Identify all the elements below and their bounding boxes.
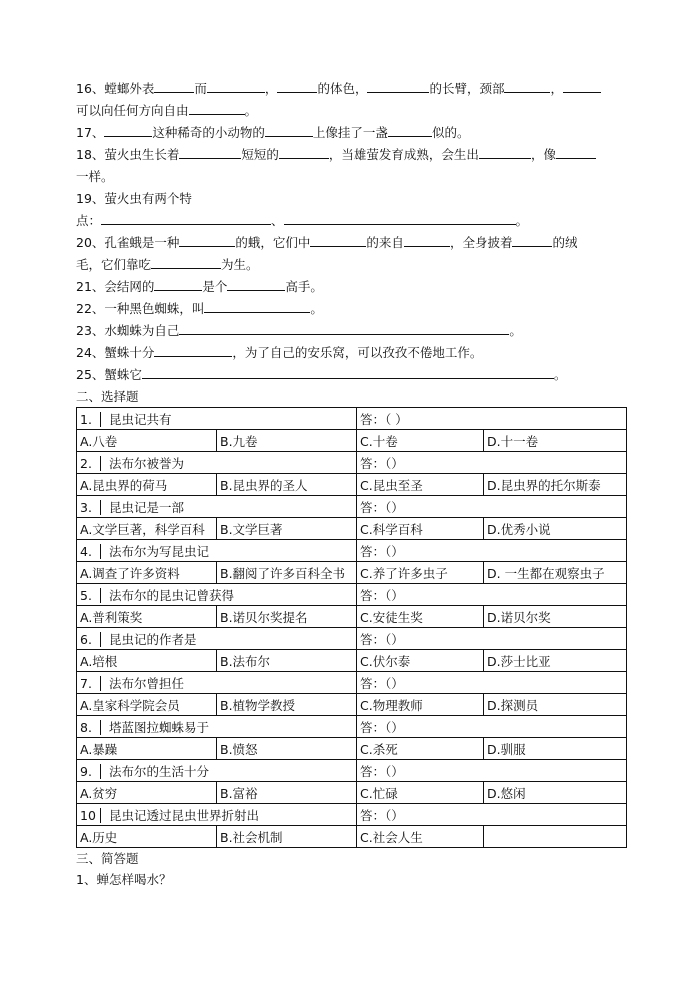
question-text: 法布尔为写昆虫记: [109, 543, 210, 559]
question-stem: [77, 760, 357, 782]
q16-text-7: 可以向任何方向自由: [76, 103, 189, 118]
fill-question-17: [76, 122, 628, 144]
q16-text-1: 16、螳螂外表: [76, 81, 155, 96]
q24-text-2: ，为了自己的安乐窝，可以孜孜不倦地工作。: [232, 345, 483, 360]
blank[interactable]: [479, 144, 531, 159]
answer-cell[interactable]: 答：（）: [357, 760, 627, 782]
section-title-short-answer: 三、简答题: [76, 851, 139, 866]
blank[interactable]: [512, 232, 552, 247]
question-number: 2.: [80, 456, 101, 471]
question-text: 法布尔的昆虫记曾获得: [109, 587, 235, 603]
question-number: 4.: [80, 544, 101, 559]
q21-text-2: 是个: [202, 279, 228, 294]
q19-text-1: 19、萤火虫有两个特: [76, 191, 192, 206]
option-c[interactable]: C.十卷: [357, 430, 484, 452]
fill-question-16: [76, 78, 628, 100]
question-number: 9.: [80, 764, 101, 779]
answer-cell[interactable]: 答：（）: [357, 628, 627, 650]
option-d[interactable]: D.昆虫界的托尔斯泰: [484, 474, 627, 496]
blank[interactable]: [101, 210, 271, 225]
blank[interactable]: [404, 232, 450, 247]
options-row: [77, 650, 627, 672]
blank[interactable]: [227, 276, 285, 291]
fill-question-16-cont: [76, 100, 628, 122]
blank[interactable]: [104, 122, 152, 137]
q20-text-7: 为生。: [221, 257, 259, 272]
question-stem: [77, 628, 357, 650]
option-a[interactable]: A.历史: [77, 826, 217, 848]
fill-question-25: [76, 364, 628, 386]
q17-text-3: 上像挂了一盏: [312, 125, 388, 140]
q16-text-2: 而: [194, 81, 207, 96]
q23-text-2: 。: [509, 323, 522, 338]
option-a[interactable]: A.普利策奖: [77, 606, 217, 628]
option-d[interactable]: D. 一生都在观察虫子: [484, 562, 627, 584]
blank[interactable]: [279, 144, 329, 159]
q21-text-3: 高手。: [285, 279, 323, 294]
fill-question-18: [76, 144, 628, 166]
option-a[interactable]: A.皇家科学院会员: [77, 694, 217, 716]
q16-text-6: ，: [550, 81, 563, 96]
question-number: 10: [80, 808, 101, 823]
q19-text-3: 、: [271, 213, 284, 228]
answer-cell[interactable]: 答：（ ）: [357, 408, 627, 430]
question-text: 昆虫记透过昆虫世界折射出: [109, 807, 260, 823]
q24-text-1: 24、蟹蛛十分: [76, 345, 155, 360]
question-row: [77, 496, 627, 518]
question-text: 昆虫记是一部: [109, 499, 185, 515]
answer-cell[interactable]: 答：（）: [357, 672, 627, 694]
option-d[interactable]: [484, 826, 627, 848]
answer-cell[interactable]: 答：（）: [357, 584, 627, 606]
fill-question-21: [76, 276, 628, 298]
q18-text-3: ，当雄萤发育成熟，会生出: [328, 147, 479, 162]
option-c[interactable]: C.社会人生: [357, 826, 484, 848]
q16-text-8: 。: [244, 103, 258, 118]
short-question-1: 1、蝉怎样喝水？: [76, 872, 172, 887]
answer-cell[interactable]: 答：（）: [357, 804, 627, 826]
q20-text-6: 毛，它们靠吃: [76, 257, 152, 272]
fill-question-20: [76, 232, 628, 254]
question-row: [77, 628, 627, 650]
option-a[interactable]: A.培根: [77, 650, 217, 672]
option-d[interactable]: D.驯服: [484, 738, 627, 760]
fill-question-19-cont: [76, 210, 628, 232]
blank[interactable]: [265, 122, 313, 137]
option-c[interactable]: C.科学百科: [357, 518, 484, 540]
question-number: 1.: [80, 412, 101, 427]
option-b[interactable]: B.植物学教授: [217, 694, 357, 716]
options-row: [77, 606, 627, 628]
question-stem: [77, 804, 357, 826]
question-number: 6.: [80, 632, 101, 647]
option-b[interactable]: B.愤怒: [217, 738, 357, 760]
options-row: [77, 782, 627, 804]
question-text: 昆虫记的作者是: [109, 631, 197, 647]
option-c[interactable]: C.伏尔泰: [357, 650, 484, 672]
option-d[interactable]: D.悠闲: [484, 782, 627, 804]
fill-question-23: [76, 320, 628, 342]
option-c[interactable]: C.杀死: [357, 738, 484, 760]
question-stem: [77, 540, 357, 562]
option-d[interactable]: D.诺贝尔奖: [484, 606, 627, 628]
blank[interactable]: [154, 342, 232, 357]
q22-text-2: 。: [310, 301, 323, 316]
options-row: [77, 474, 627, 496]
option-a[interactable]: A.昆虫界的荷马: [77, 474, 217, 496]
option-a[interactable]: A.文学巨著，科学百科: [77, 518, 217, 540]
q20-text-5: 的绒: [552, 235, 578, 250]
fill-question-20-cont: [76, 254, 628, 276]
blank[interactable]: [556, 144, 596, 159]
option-c[interactable]: C.养了许多虫子: [357, 562, 484, 584]
option-d[interactable]: D.优秀小说: [484, 518, 627, 540]
question-row: [77, 408, 627, 430]
q20-text-4: ，全身披着: [449, 235, 513, 250]
options-row: [77, 518, 627, 540]
question-number: 7.: [80, 676, 101, 691]
blank[interactable]: [207, 78, 265, 93]
q18-text-4: ，像: [530, 147, 556, 162]
option-d[interactable]: D.十一卷: [484, 430, 627, 452]
option-a[interactable]: A.贫穷: [77, 782, 217, 804]
option-c[interactable]: C.安徒生奖: [357, 606, 484, 628]
question-row: [77, 672, 627, 694]
q16-text-3: ，: [264, 81, 278, 96]
options-row: [77, 826, 627, 848]
option-c[interactable]: C.昆虫至圣: [357, 474, 484, 496]
blank[interactable]: [277, 78, 317, 93]
option-c[interactable]: C.物理教师: [357, 694, 484, 716]
blank[interactable]: [179, 320, 509, 335]
option-b[interactable]: B.翻阅了许多百科全书: [217, 562, 357, 584]
question-row: [77, 540, 627, 562]
option-a[interactable]: A.暴躁: [77, 738, 217, 760]
blank[interactable]: [504, 78, 550, 93]
q23-text-1: 23、水蜘蛛为自己: [76, 323, 180, 338]
question-row: [77, 584, 627, 606]
question-row: [77, 760, 627, 782]
q16-text-5: 的长臂，颈部: [429, 81, 505, 96]
q18-text-5: 一样。: [76, 169, 114, 184]
question-number: 3.: [80, 500, 101, 515]
worksheet: [76, 78, 628, 890]
question-stem: [77, 672, 357, 694]
blank[interactable]: [179, 232, 235, 247]
q17-text-2: 这种稀奇的小动物的: [152, 125, 265, 140]
answer-cell[interactable]: 答：（）: [357, 540, 627, 562]
q18-text-1: 18、萤火虫生长着: [76, 147, 180, 162]
options-row: [77, 430, 627, 452]
q20-text-2: 的蛾，它们中: [235, 235, 311, 250]
answer-cell[interactable]: 答：（）: [357, 496, 627, 518]
blank[interactable]: [204, 298, 310, 313]
options-row: [77, 694, 627, 716]
blank[interactable]: [179, 144, 241, 159]
fill-question-18-cont: [76, 166, 628, 188]
q22-text-1: 22、一种黑色蜘蛛，叫: [76, 301, 205, 316]
fill-question-24: [76, 342, 628, 364]
option-b[interactable]: B.社会机制: [217, 826, 357, 848]
option-a[interactable]: A.调查了许多资料: [77, 562, 217, 584]
q21-text-1: 21、会结网的: [76, 279, 155, 294]
blank[interactable]: [563, 78, 601, 93]
fill-question-22: [76, 298, 628, 320]
option-d[interactable]: D.莎士比亚: [484, 650, 627, 672]
option-a[interactable]: A.八卷: [77, 430, 217, 452]
question-number: 5.: [80, 588, 101, 603]
options-row: [77, 562, 627, 584]
question-stem: [77, 496, 357, 518]
q20-text-1: 20、孔雀蛾是一种: [76, 235, 180, 250]
answer-cell[interactable]: 答：（）: [357, 716, 627, 738]
question-row: [77, 716, 627, 738]
question-row: [77, 452, 627, 474]
option-d[interactable]: D.探测员: [484, 694, 627, 716]
option-b[interactable]: B.九卷: [217, 430, 357, 452]
blank[interactable]: [151, 254, 221, 269]
q17-text-4: 似的。: [431, 125, 470, 140]
q20-text-3: 的来自: [366, 235, 404, 250]
option-c[interactable]: C.忙碌: [357, 782, 484, 804]
question-row: [77, 804, 627, 826]
question-stem: [77, 452, 357, 474]
blank[interactable]: [388, 122, 432, 137]
question-text: 法布尔的生活十分: [109, 763, 210, 779]
question-text: 法布尔曾担任: [109, 675, 185, 691]
question-number: 8.: [80, 720, 101, 735]
option-b[interactable]: B.昆虫界的圣人: [217, 474, 357, 496]
question-stem: [77, 408, 357, 430]
question-stem: [77, 716, 357, 738]
question-text: 法布尔被誉为: [109, 455, 185, 471]
answer-cell[interactable]: 答：（）: [357, 452, 627, 474]
section-title-choice: 二、选择题: [76, 389, 139, 404]
blank[interactable]: [142, 364, 554, 379]
option-b[interactable]: B.富裕: [217, 782, 357, 804]
q25-text-2: 。: [553, 367, 567, 382]
q16-text-4: 的体色，: [317, 81, 368, 96]
option-b[interactable]: B.文学巨著: [217, 518, 357, 540]
choice-table: [76, 407, 627, 848]
question-text: 昆虫记共有: [109, 411, 172, 427]
blank[interactable]: [367, 78, 429, 93]
option-b[interactable]: B.诺贝尔奖提名: [217, 606, 357, 628]
q19-text-4: 。: [515, 213, 529, 228]
q19-text-2: 点：: [76, 213, 102, 228]
blank[interactable]: [284, 210, 516, 225]
option-b[interactable]: B.法布尔: [217, 650, 357, 672]
question-stem: [77, 584, 357, 606]
q18-text-2: 短短的: [241, 147, 279, 162]
question-text: 塔蓝图拉蜘蛛易于: [109, 719, 210, 735]
blank[interactable]: [310, 232, 366, 247]
blank[interactable]: [154, 276, 202, 291]
fill-question-19: [76, 188, 628, 210]
q25-text-1: 25、蟹蛛它: [76, 367, 142, 382]
options-row: [77, 738, 627, 760]
q17-text-1: 17、: [76, 125, 105, 140]
blank[interactable]: [189, 100, 245, 115]
blank[interactable]: [154, 78, 194, 93]
